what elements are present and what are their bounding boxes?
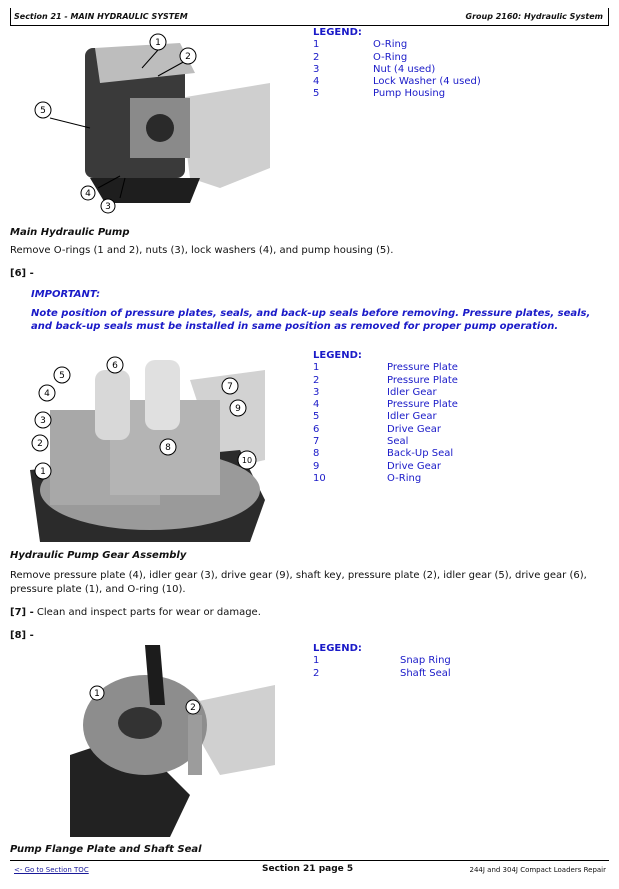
- legend-row: [313, 411, 458, 423]
- callout-5: 5: [59, 371, 65, 381]
- callout-1: 1: [40, 467, 46, 477]
- figure2-caption: Hydraulic Pump Gear Assembly: [10, 550, 187, 561]
- legend-num: 2: [313, 374, 320, 386]
- legend-label: O-Ring: [387, 472, 422, 484]
- step-7: [10, 606, 605, 620]
- legend-title: LEGEND:: [313, 27, 362, 38]
- figure2-text: Remove pressure plate (4), idler gear (3), drive gear (9), shaft key, pressure plate (2), idler gear (5), drive gear (6), pressure plate (1), and O-ring (10).: [10, 570, 587, 595]
- legend-label: Pressure Plate: [387, 362, 458, 374]
- legend-num: 3: [313, 386, 320, 398]
- legend-label: Pressure Plate: [387, 374, 458, 386]
- legend-num: 1: [313, 39, 320, 51]
- legend-label: Pressure Plate: [387, 399, 458, 411]
- legend-label: O-Ring: [373, 51, 408, 63]
- legend-label: Lock Washer (4 used): [373, 76, 481, 88]
- legend-row: [313, 668, 451, 680]
- callout-3: 3: [40, 416, 46, 426]
- callout-9: 9: [235, 404, 241, 414]
- gear-assembly-photo: [10, 350, 265, 542]
- legend-row: [313, 362, 458, 374]
- legend-row: [313, 88, 481, 100]
- legend-row: [313, 387, 458, 399]
- legend-label: Snap Ring: [400, 655, 451, 667]
- manual-title: 244J and 304J Compact Loaders Repair: [469, 866, 606, 874]
- figure3-caption: Pump Flange Plate and Shaft Seal: [10, 844, 202, 855]
- figure1-caption: Main Hydraulic Pump: [10, 227, 130, 238]
- legend-label: Idler Gear: [387, 386, 437, 398]
- legend-num: 2: [313, 667, 320, 679]
- callout-10: 10: [241, 456, 253, 465]
- legend-label: Drive Gear: [387, 460, 441, 472]
- footer-rule: [10, 860, 609, 861]
- callout-1: 1: [94, 689, 100, 699]
- legend-row: [313, 448, 458, 460]
- legend-num: 1: [313, 362, 320, 374]
- legend-row: [313, 461, 458, 473]
- header-rule: [10, 25, 609, 26]
- legend-row: [313, 399, 458, 411]
- section-title: Section 21 - MAIN HYDRAULIC SYSTEM: [14, 12, 188, 21]
- legend-row: [313, 52, 481, 64]
- step-6-label: [6] -: [10, 268, 34, 279]
- legend-label: Seal: [387, 436, 409, 448]
- step-8-label: [8] -: [10, 630, 34, 641]
- legend-row: [313, 424, 458, 436]
- flange-plate-photo: [70, 645, 275, 837]
- important-title: IMPORTANT:: [31, 289, 101, 300]
- callout-8: 8: [165, 443, 171, 453]
- callout-2: 2: [185, 52, 191, 62]
- legend-row: [313, 39, 481, 51]
- legend-figure3: [313, 643, 451, 680]
- pump-housing-photo: [30, 28, 270, 218]
- legend-row: [313, 436, 458, 448]
- legend-label: Nut (4 used): [373, 63, 436, 75]
- legend-num: 1: [313, 655, 320, 667]
- page-number: Section 21 page 5: [262, 864, 354, 874]
- legend-num: 5: [313, 88, 320, 100]
- legend-figure1: [313, 27, 481, 101]
- step-7-label: [7] -: [10, 607, 34, 618]
- legend-label: Pump Housing: [373, 88, 446, 100]
- header-divider: [608, 8, 609, 25]
- callout-2: 2: [37, 439, 43, 449]
- callout-4: 4: [85, 189, 91, 199]
- legend-num: 6: [313, 423, 320, 435]
- legend-num: 4: [313, 399, 320, 411]
- legend-num: 3: [313, 63, 320, 75]
- important-text: Note position of pressure plates, seals, and back-up seals before removing. Pressure plates, seals, and back-up seals must be installed in same position as removed for proper pump operation.: [31, 308, 591, 332]
- legend-num: 7: [313, 436, 320, 448]
- legend-num: 8: [313, 448, 320, 460]
- legend-row: [313, 64, 481, 76]
- callout-2: 2: [190, 703, 196, 713]
- callout-6: 6: [112, 361, 118, 371]
- legend-num: 2: [313, 51, 320, 63]
- callout-1: 1: [155, 38, 161, 48]
- header-divider: [10, 8, 11, 25]
- legend-row: [313, 375, 458, 387]
- legend-num: 4: [313, 76, 320, 88]
- section-toc-link[interactable]: <- Go to Section TOC: [14, 866, 89, 874]
- callout-4: 4: [44, 389, 50, 399]
- group-title: Group 2160: Hydraulic System: [465, 12, 603, 21]
- legend-num: 10: [313, 472, 326, 484]
- callout-3: 3: [105, 202, 111, 212]
- legend-label: Shaft Seal: [400, 667, 451, 679]
- legend-num: 9: [313, 460, 320, 472]
- legend-row: [313, 76, 481, 88]
- legend-row: [313, 655, 451, 667]
- legend-title: LEGEND:: [313, 350, 362, 361]
- figure1-text: Remove O-rings (1 and 2), nuts (3), lock washers (4), and pump housing (5).: [10, 245, 394, 256]
- callout-5: 5: [40, 106, 46, 116]
- legend-label: Idler Gear: [387, 411, 437, 423]
- callout-7: 7: [227, 382, 233, 392]
- legend-label: Drive Gear: [387, 423, 441, 435]
- legend-num: 5: [313, 411, 320, 423]
- legend-row: [313, 473, 458, 485]
- legend-title: LEGEND:: [313, 643, 362, 654]
- legend-figure2: [313, 350, 458, 485]
- legend-label: O-Ring: [373, 39, 408, 51]
- legend-label: Back-Up Seal: [387, 448, 454, 460]
- step-7-text: Clean and inspect parts for wear or damage.: [33, 607, 261, 618]
